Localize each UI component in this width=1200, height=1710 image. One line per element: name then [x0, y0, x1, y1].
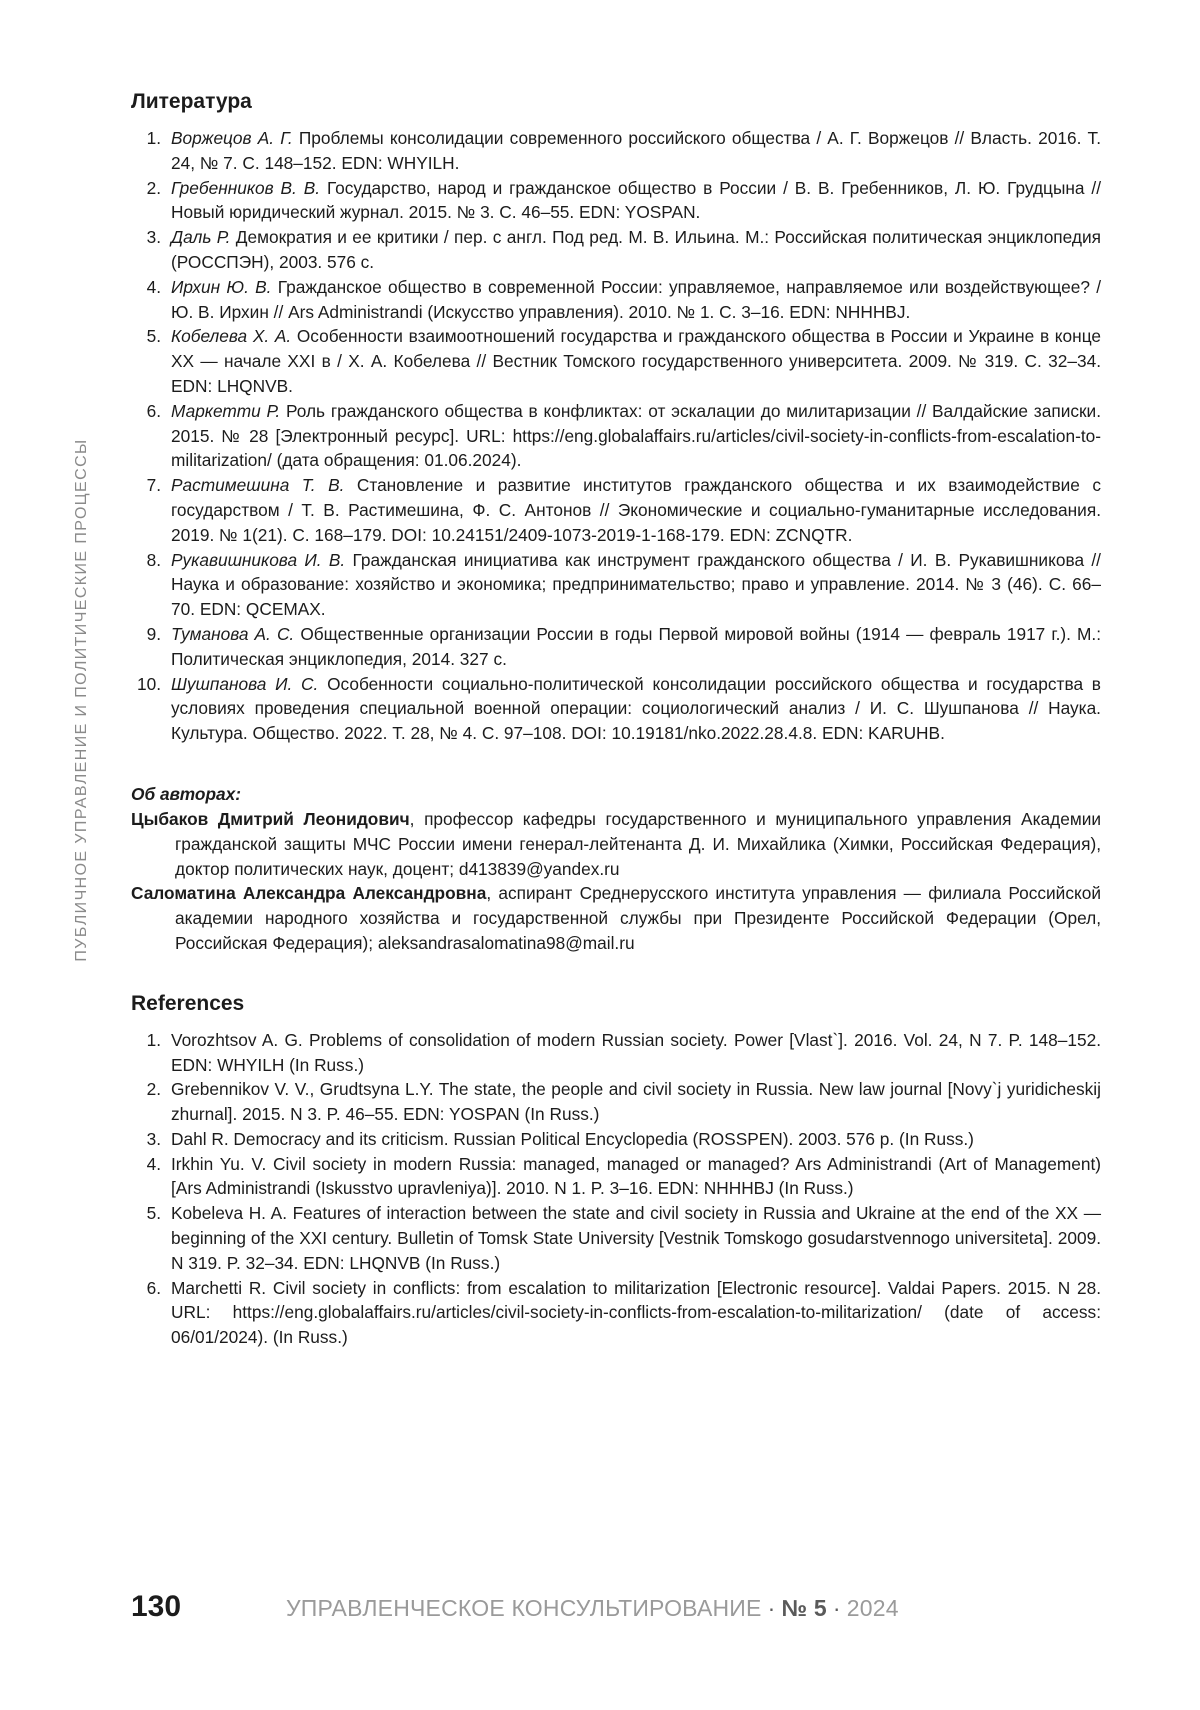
ref-author: Туманова А. С. [171, 623, 295, 644]
ref-author: Воржецов А. Г. [171, 128, 293, 148]
item-number: 1. [146, 1029, 161, 1050]
ref-author: Кобелева Х. А. [171, 326, 292, 347]
ref-author: Рукавишникова И. В. [171, 549, 346, 570]
ref-author: Гребенников В. В. [171, 177, 321, 198]
author-details: , профессор кафедры государственного и муниципального управления Академии гражданской защиты МЧС России имени генерал-лейтенанта Д. И. Михайлика (Химки, Российская Федерация), доктор политических наук, доцент; d413839@yandex.ru [175, 808, 1102, 879]
ref-text: Vorozhtsov A. G. Problems of consolidation of modern Russian society. Power [Vlast`]. 2016. Vol. 24, N 7. P. 148–152. EDN: WHYILH (In Russ.) [171, 1029, 1101, 1075]
literature-list [131, 126, 1101, 746]
ref-text: Marchetti R. Civil society in conflicts: from escalation to militarization [Electronic resource]. Valdai Papers. 2015. N 28. URL: https://eng.globalaffairs.ru/articles/civil-society-in-conflicts-from-escalation-to-militarization/ (date of access: 06/01/2024). (In Russ.) [171, 1277, 1101, 1348]
about-authors-section [131, 784, 1101, 956]
ref-text: Kobeleva H. A. Features of interaction between the state and civil society in Russia and Ukraine at the end of the XX — beginning of the XXI century. Bulletin of Tomsk State University [Vestnik Tomskogo gosudarstvennogo universiteta]. 2009. N 319. P. 32–34. EDN: LHQNVB (In Russ.) [171, 1203, 1101, 1273]
author-name: Цыбаков Дмитрий Леонидович [131, 808, 410, 829]
item-number: 6. [146, 1277, 161, 1298]
item-number: 10. [136, 673, 161, 694]
author-details: , аспирант Среднерусского института управления — филиала Российской академии народного хозяйства и государственной службы при Президенте Российской Федерации (Орел, Российская Федерация); aleksandrasalomatina98@mail.ru [175, 883, 1101, 953]
ref-text: Общественные организации России в годы Первой мировой войны (1914 — февраль 1917 г.). М.: Политическая энциклопедия, 2014. 327 с. [171, 623, 1101, 669]
literature-item-5 [131, 324, 1101, 398]
author-entry-1 [131, 807, 1101, 881]
ref-text: Государство, народ и гражданское общество в России / В. В. Гребенников, Л. Ю. Грудцына // Новый юридический журнал. 2015. № 3. С. 46–55. EDN: YOSPAN. [171, 177, 1102, 223]
ref-author: Растимешина Т. В. [171, 475, 345, 496]
ref-text: Особенности взаимоотношений государства и гражданского общества в России и Украине в конце XX — начале XXI в / Х. А. Кобелева // Вестник Томского государственного университета. 2009. № 319. С. 32–34. EDN: LHQNVB. [171, 326, 1102, 396]
footer-separator: · [832, 1595, 841, 1621]
literature-item-8 [131, 548, 1101, 622]
ref-text: Гражданская инициатива как инструмент гражданского общества / И. В. Рукавишникова // Наука и образование: хозяйство и экономика; предпринимательство; право и управление. 2014. № 3 (46). С. 66–70. EDN: QCEMAX. [171, 549, 1101, 620]
reference-item-3 [131, 1127, 1101, 1152]
item-number: 2. [146, 1079, 161, 1100]
literature-item-4 [131, 275, 1101, 325]
references-heading: References [131, 991, 245, 1015]
reference-item-4 [131, 1152, 1101, 1202]
item-number: 7. [146, 475, 161, 496]
ref-text: Гражданское общество в современной России: управляемое, направляемое или воздействующее? / Ю. В. Ирхин // Ars Administrandi (Искусство управления). 2010. № 1. С. 3–16. EDN: NHHHBJ. [171, 276, 1101, 322]
journal-issue: № 5 [781, 1595, 827, 1621]
literature-item-6 [131, 399, 1101, 473]
journal-title: УПРАВЛЕНЧЕСКОЕ КОНСУЛЬТИРОВАНИЕ [286, 1595, 762, 1621]
literature-item-7 [131, 473, 1101, 547]
references-list [131, 1028, 1101, 1350]
journal-footer [286, 1595, 899, 1622]
ref-text: Роль гражданского общества в конфликтах: от эскалации до милитаризации // Валдайские записки. 2015. № 28 [Электронный ресурс]. URL: https://eng.globalaffairs.ru/articles/civil-society-in-conflicts-from-escalation-to-militarization/ (дата обращения: 01.06.2024). [171, 400, 1102, 471]
literature-heading: Литература [131, 90, 252, 113]
journal-year: 2024 [846, 1595, 899, 1621]
ref-text: Демократия и ее критики / пер. с англ. Под ред. М. В. Ильина. М.: Российская политическая энциклопедия (РОССПЭН), 2003. 576 с. [171, 227, 1101, 272]
item-number: 2. [146, 177, 161, 198]
reference-item-1 [131, 1028, 1101, 1078]
page-content [131, 90, 1101, 1350]
literature-item-2 [131, 176, 1101, 226]
item-number: 9. [146, 623, 161, 644]
ref-text: Особенности социально-политической консолидации российского общества и государства в условиях проведения специальной военной операции: социологический анализ / И. С. Шушпанова // Наука. Культура. Общество. 2022. Т. 28, № 4. С. 97–108. DOI: 10.19181/nko.2022.28.4.8. EDN: KARUHB. [171, 673, 1101, 744]
ref-author: Даль Р. [171, 227, 231, 248]
item-number: 1. [146, 128, 161, 148]
about-authors-heading: Об авторах: [131, 783, 241, 804]
item-number: 4. [146, 276, 161, 297]
item-number: 3. [146, 227, 161, 248]
ref-text: Dahl R. Democracy and its criticism. Russian Political Encyclopedia (ROSSPEN). 2003. 576 p. (In Russ.) [171, 1128, 974, 1149]
item-number: 5. [146, 1203, 161, 1224]
footer-separator: · [767, 1595, 776, 1621]
literature-section [131, 90, 1101, 746]
item-number: 6. [146, 400, 161, 421]
ref-author: Маркетти Р. [171, 400, 281, 421]
reference-item-5 [131, 1201, 1101, 1275]
literature-item-9 [131, 622, 1101, 672]
ref-author: Ирхин Ю. В. [171, 276, 272, 297]
reference-item-6 [131, 1276, 1101, 1350]
author-name: Саломатина Александра Александровна [131, 883, 487, 904]
item-number: 8. [146, 549, 161, 570]
literature-item-1 [131, 126, 1101, 176]
literature-item-10 [131, 672, 1101, 746]
item-number: 5. [146, 326, 161, 347]
references-section [131, 992, 1101, 1350]
item-number: 4. [146, 1153, 161, 1174]
author-entry-2 [131, 881, 1101, 955]
ref-text: Grebennikov V. V., Grudtsyna L.Y. The state, the people and civil society in Russia. New law journal [Novy`j yuridicheskij zhurnal]. 2015. N 3. P. 46–55. EDN: YOSPAN (In Russ.) [171, 1079, 1101, 1125]
page-number: 130 [131, 1590, 182, 1623]
literature-item-3 [131, 225, 1101, 275]
ref-text: Проблемы консолидации современного российского общества / А. Г. Воржецов // Власть. 2016. Т. 24, № 7. С. 148–152. EDN: WHYILH. [171, 128, 1101, 173]
item-number: 3. [146, 1128, 161, 1149]
side-running-head: ПУБЛИЧНОЕ УПРАВЛЕНИЕ И ПОЛИТИЧЕСКИЕ ПРОЦЕССЫ [73, 438, 90, 962]
page-footer [131, 1590, 1101, 1630]
reference-item-2 [131, 1077, 1101, 1127]
ref-text: Становление и развитие институтов гражданского общества и их взаимодействие с государством / Т. В. Растимешина, Ф. С. Антонов // Экономические и социально-гуманитарные исследования. 2019. № 1(21). С. 168–179. DOI: 10.24151/2409-1073-2019-1-168-179. EDN: ZCNQTR. [171, 475, 1101, 545]
ref-author: Шушпанова И. С. [171, 673, 319, 694]
ref-text: Irkhin Yu. V. Civil society in modern Russia: managed, managed or managed? Ars Administrandi (Art of Management) [Ars Administrandi (Iskusstvo upravleniya)]. 2010. N 1. P. 3–16. EDN: NHHHBJ (In Russ.) [171, 1153, 1101, 1199]
